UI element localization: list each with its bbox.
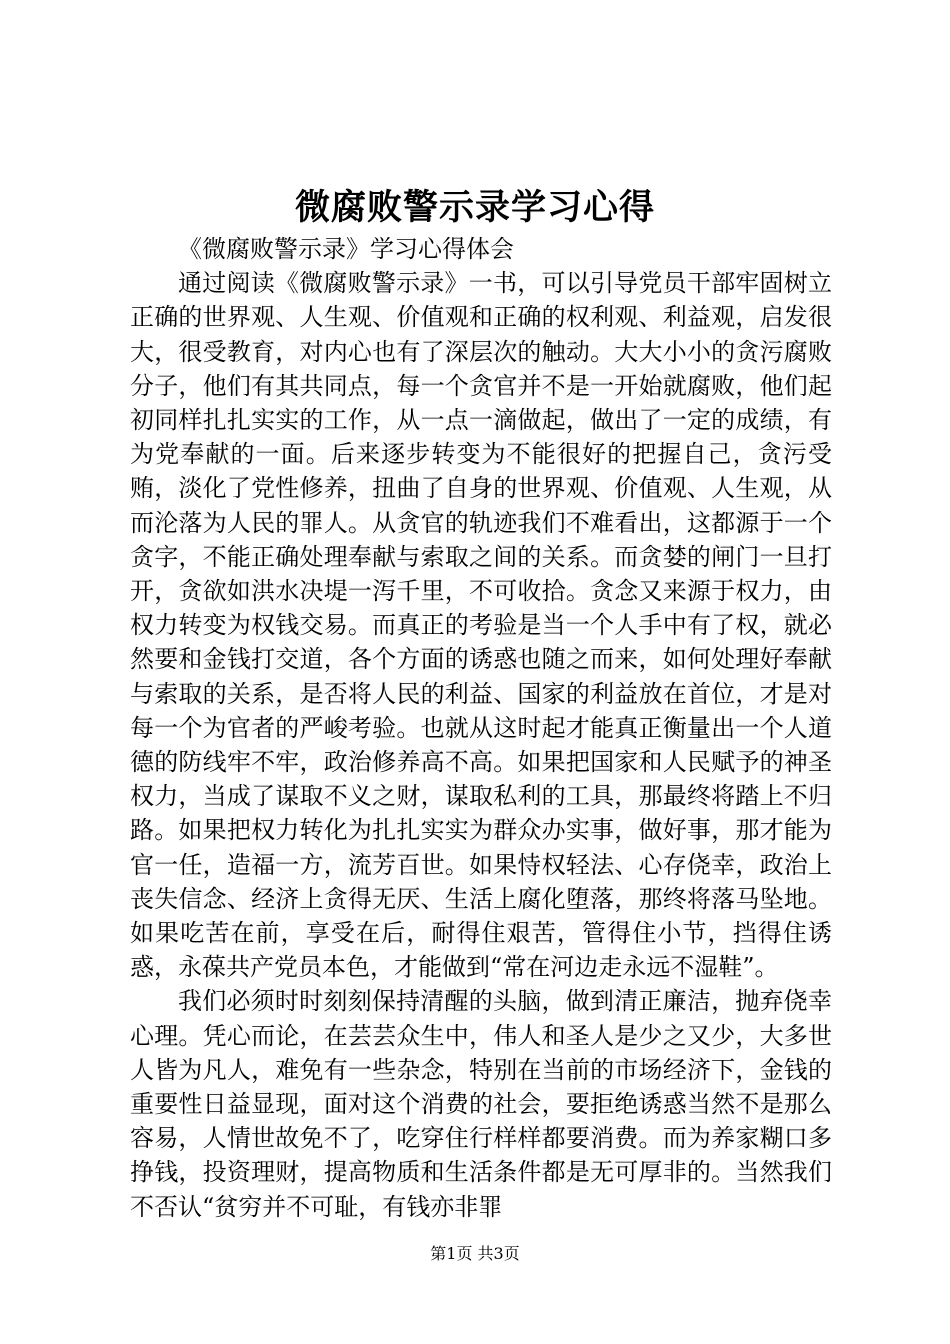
document-body <box>130 232 832 1224</box>
document-title: 微腐败警示录学习心得 <box>294 187 655 228</box>
paragraph: 通过阅读《微腐败警示录》一书，可以引导党员干部牢固树立正确的世界观、人生观、价值观和正确的权利观、利益观，启发很大，很受教育，对内心也有了深层次的触动。大大小小的贪污腐败分子，他们有其共同点，每一个贪官并不是一开始就腐败，他们起初同样扎扎实实的工作，从一点一滴做起，做出了一定的成绩，有为党奉献的一面。后来逐步转变为不能很好的把握自己，贪污受贿，淡化了党性修养，扭曲了自身的世界观、价值观、人生观，从而沦落为人民的罪人。从贪官的轨迹我们不难看出，这都源于一个贪字，不能正确处理奉献与索取之间的关系。而贪婪的闸门一旦打开，贪欲如洪水决堤一泻千里，不可收拾。贪念又来源于权力，由权力转变为权钱交易。而真正的考验是当一个人手中有了权，就必然要和金钱打交道，各个方面的诱惑也随之而来，如何处理好奉献与索取的关系，是否将人民的利益、国家的利益放在首位，才是对每一个为官者的严峻考验。也就从这时起才能真正衡量出一个人道德的防线牢不牢，政治修养高不高。如果把国家和人民赋予的神圣权力，当成了谋取不义之财，谋取私利的工具，那最终将踏上不归路。如果把权力转化为扎扎实实为群众办实事，做好事，那才能为官一任，造福一方，流芳百世。如果恃权轻法、心存侥幸，政治上丧失信念、经济上贪得无厌、生活上腐化堕落，那终将落马坠地。如果吃苦在前，享受在后，耐得住艰苦，管得住小节，挡得住诱惑，永葆共产党员本色，才能做到“常在河边走永远不湿鞋”。 <box>130 269 832 982</box>
paragraph-subtitle: 《微腐败警示录》学习心得体会 <box>178 235 514 263</box>
paragraph: 我们必须时时刻刻保持清醒的头脑，做到清正廉洁，抛弃侥幸心理。凭心而论，在芸芸众生中，伟人和圣人是少之又少，大多世人皆为凡人，难免有一些杂念，特别在当前的市场经济下，金钱的重要性日益显现，面对这个消费的社会，要拒绝诱惑当然不是那么容易，人情世故免不了，吃穿住行样样都要消费。而为养家糊口多挣钱，投资理财，提高物质和生活条件都是无可厚非的。当然我们不否认“贫穷并不可耻，有钱亦非罪 <box>130 987 832 1221</box>
page-footer: 第1页 共3页 <box>430 1244 520 1263</box>
